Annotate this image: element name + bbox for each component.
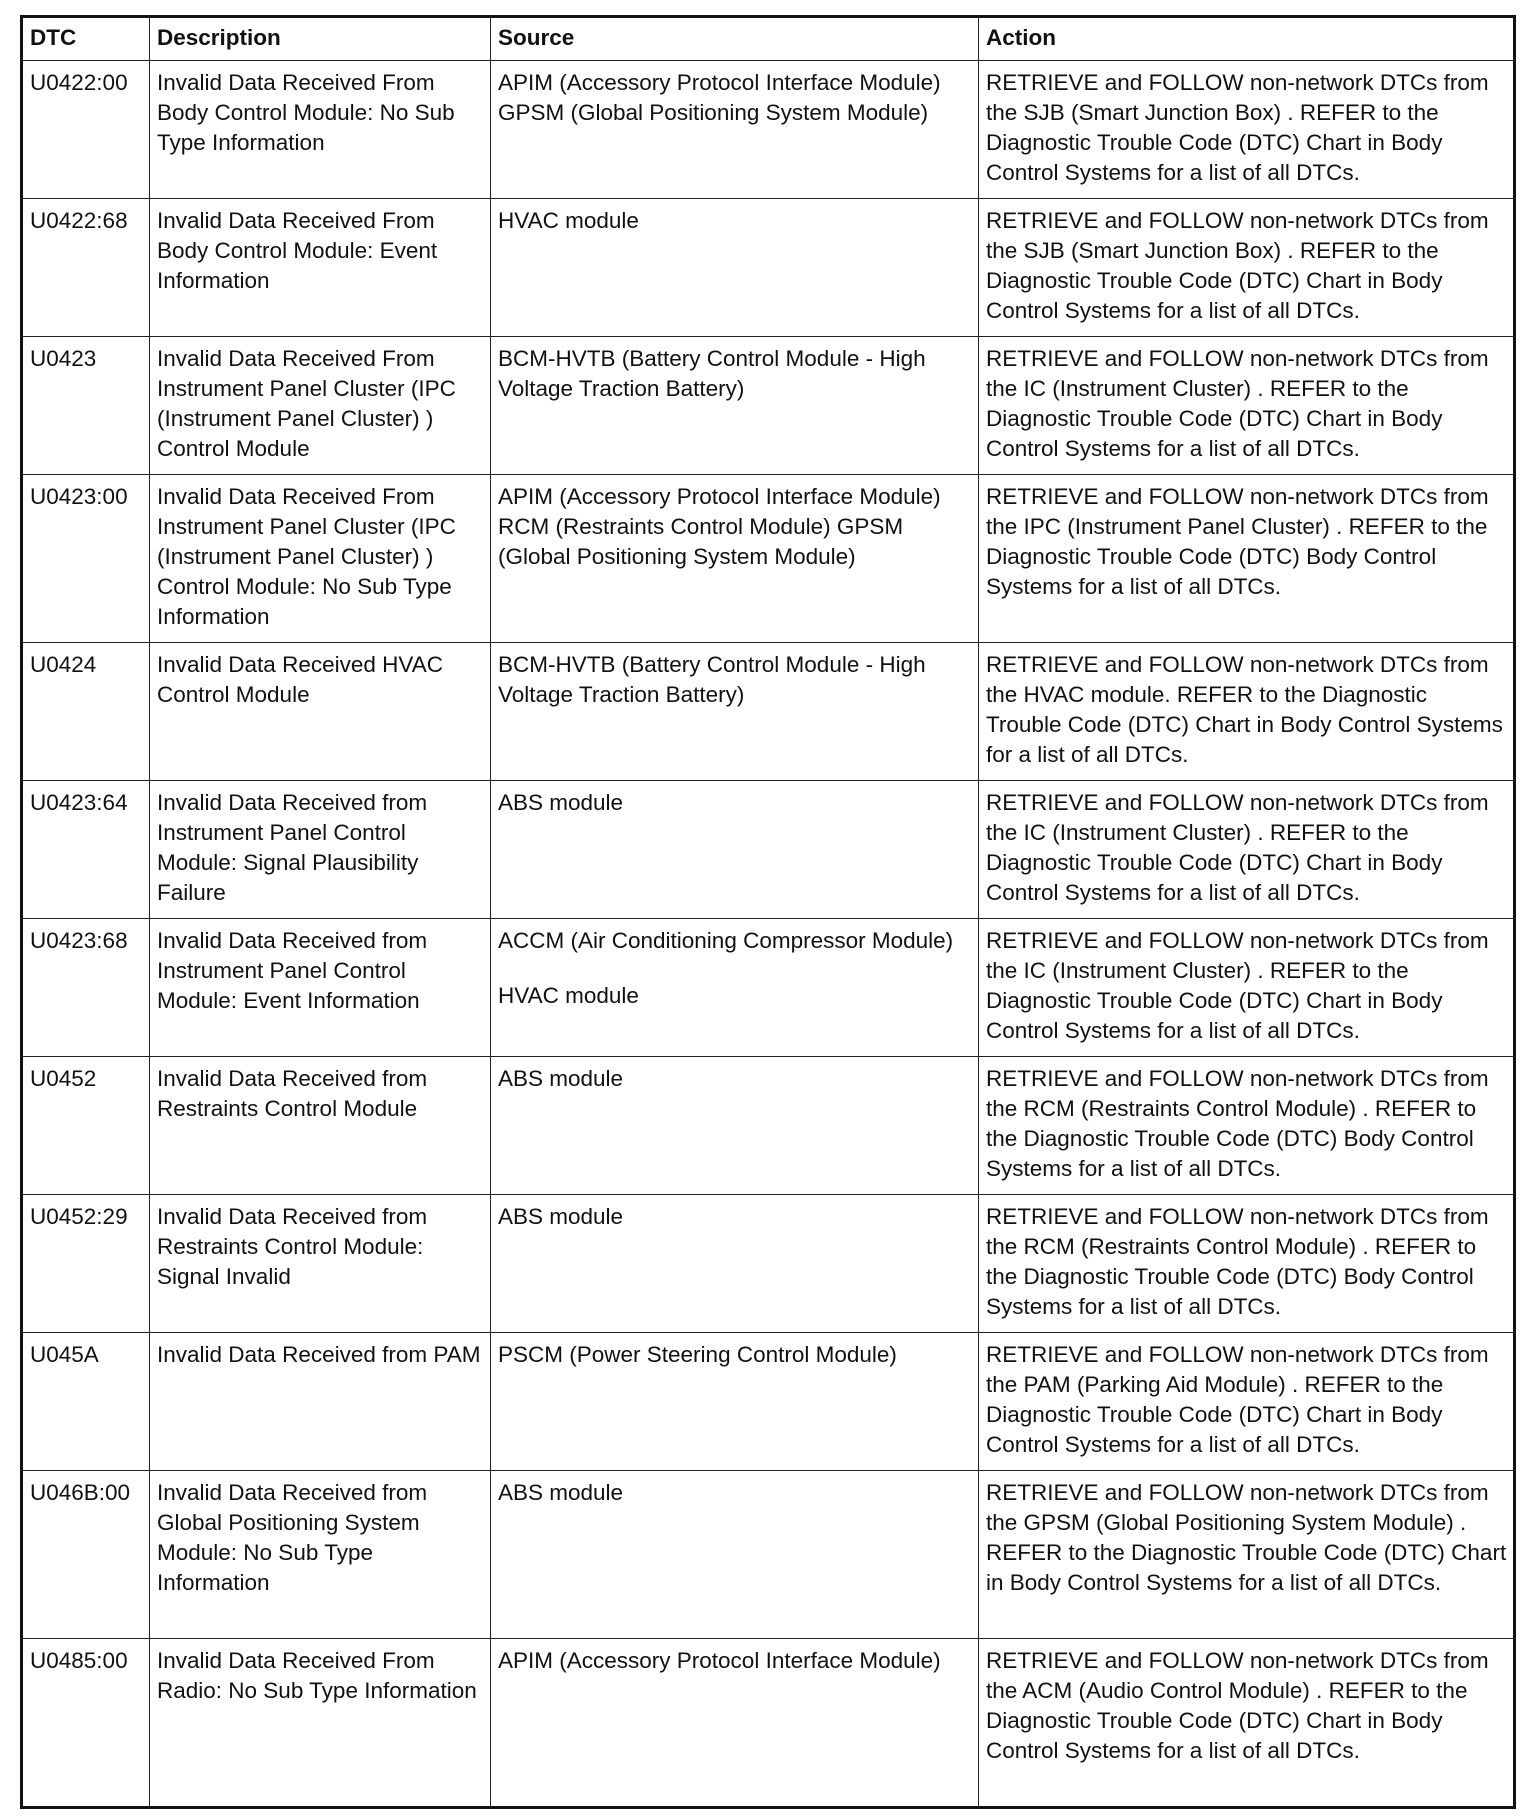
source-line: PSCM (Power Steering Control Module) (498, 1342, 897, 1367)
dtc-code: U0422:00 (22, 61, 150, 199)
dtc-code: U0422:68 (22, 199, 150, 337)
dtc-action: RETRIEVE and FOLLOW non-network DTCs from the HVAC module. REFER to the Diagnostic Trouble Code (DTC) Chart in Body Control Systems for a list of all DTCs. (979, 643, 1515, 781)
source-line: APIM (Accessory Protocol Interface Module) GPSM (Global Positioning System Module) (498, 70, 941, 125)
dtc-description: Invalid Data Received from PAM (150, 1333, 491, 1471)
header-description: Description (150, 17, 491, 61)
source-line: ABS module (498, 790, 624, 815)
dtc-action: RETRIEVE and FOLLOW non-network DTCs from the RCM (Restraints Control Module) . REFER to the Diagnostic Trouble Code (DTC) Body Control Systems for a list of all DTCs. (979, 1057, 1515, 1195)
table-row (22, 1333, 1515, 1471)
dtc-action: RETRIEVE and FOLLOW non-network DTCs from the SJB (Smart Junction Box) . REFER to the Diagnostic Trouble Code (DTC) Chart in Body Control Systems for a list of all DTCs. (979, 199, 1515, 337)
table-row (22, 475, 1515, 643)
source-line: HVAC module (498, 208, 639, 233)
dtc-action: RETRIEVE and FOLLOW non-network DTCs from the RCM (Restraints Control Module) . REFER to the Diagnostic Trouble Code (DTC) Body Control Systems for a list of all DTCs. (979, 1195, 1515, 1333)
dtc-description: Invalid Data Received from Instrument Panel Control Module: Signal Plausibility Failure (150, 781, 491, 919)
dtc-description: Invalid Data Received From Instrument Panel Cluster (IPC (Instrument Panel Cluster) ) Control Module: No Sub Type Information (150, 475, 491, 643)
table-row (22, 1195, 1515, 1333)
header-dtc: DTC (22, 17, 150, 61)
source-line: BCM-HVTB (Battery Control Module - High Voltage Traction Battery) (498, 652, 926, 707)
dtc-source (491, 1195, 979, 1333)
source-line: ACCM (Air Conditioning Compressor Module) (498, 928, 954, 953)
dtc-code: U046B:00 (22, 1471, 150, 1639)
dtc-description: Invalid Data Received from Global Positioning System Module: No Sub Type Information (150, 1471, 491, 1639)
source-line: ABS module (498, 1066, 624, 1091)
dtc-action: RETRIEVE and FOLLOW non-network DTCs from the GPSM (Global Positioning System Module) . REFER to the Diagnostic Trouble Code (DTC) Chart in Body Control Systems for a list of all DTCs. (979, 1471, 1515, 1639)
dtc-source (491, 1057, 979, 1195)
table-row (22, 199, 1515, 337)
table-row (22, 1639, 1515, 1808)
dtc-code: U0452 (22, 1057, 150, 1195)
dtc-description: Invalid Data Received From Radio: No Sub Type Information (150, 1639, 491, 1808)
dtc-action: RETRIEVE and FOLLOW non-network DTCs from the IPC (Instrument Panel Cluster) . REFER to the Diagnostic Trouble Code (DTC) Body Control Systems for a list of all DTCs. (979, 475, 1515, 643)
dtc-description: Invalid Data Received From Body Control Module: No Sub Type Information (150, 61, 491, 199)
dtc-source (491, 781, 979, 919)
source-line: APIM (Accessory Protocol Interface Module) (498, 1648, 941, 1673)
dtc-description: Invalid Data Received from Restraints Control Module: Signal Invalid (150, 1195, 491, 1333)
dtc-action: RETRIEVE and FOLLOW non-network DTCs from the PAM (Parking Aid Module) . REFER to the Diagnostic Trouble Code (DTC) Chart in Body Control Systems for a list of all DTCs. (979, 1333, 1515, 1471)
dtc-action: RETRIEVE and FOLLOW non-network DTCs from the IC (Instrument Cluster) . REFER to the Diagnostic Trouble Code (DTC) Chart in Body Control Systems for a list of all DTCs. (979, 919, 1515, 1057)
dtc-action: RETRIEVE and FOLLOW non-network DTCs from the IC (Instrument Cluster) . REFER to the Diagnostic Trouble Code (DTC) Chart in Body Control Systems for a list of all DTCs. (979, 781, 1515, 919)
dtc-description: Invalid Data Received From Instrument Panel Cluster (IPC (Instrument Panel Cluster) ) Control Module (150, 337, 491, 475)
table-row (22, 1471, 1515, 1639)
table-row (22, 1057, 1515, 1195)
table-row (22, 919, 1515, 1057)
dtc-code: U0424 (22, 643, 150, 781)
dtc-source (491, 199, 979, 337)
header-action: Action (979, 17, 1515, 61)
dtc-description: Invalid Data Received from Instrument Panel Control Module: Event Information (150, 919, 491, 1057)
dtc-action: RETRIEVE and FOLLOW non-network DTCs from the SJB (Smart Junction Box) . REFER to the Diagnostic Trouble Code (DTC) Chart in Body Control Systems for a list of all DTCs. (979, 61, 1515, 199)
dtc-source (491, 475, 979, 643)
dtc-source (491, 337, 979, 475)
dtc-source (491, 643, 979, 781)
source-line: APIM (Accessory Protocol Interface Module) RCM (Restraints Control Module) GPSM (Global Positioning System Module) (498, 484, 941, 569)
dtc-table (20, 15, 1516, 1809)
dtc-source (491, 919, 979, 1057)
dtc-source (491, 61, 979, 199)
source-line: BCM-HVTB (Battery Control Module - High Voltage Traction Battery) (498, 346, 926, 401)
table-row (22, 643, 1515, 781)
dtc-description: Invalid Data Received from Restraints Control Module (150, 1057, 491, 1195)
dtc-action: RETRIEVE and FOLLOW non-network DTCs from the ACM (Audio Control Module) . REFER to the Diagnostic Trouble Code (DTC) Chart in Body Control Systems for a list of all DTCs. (979, 1639, 1515, 1808)
dtc-code: U0485:00 (22, 1639, 150, 1808)
dtc-code: U0423:68 (22, 919, 150, 1057)
dtc-code: U0423:00 (22, 475, 150, 643)
dtc-source (491, 1639, 979, 1808)
source-line: HVAC module (498, 983, 639, 1008)
dtc-code: U0452:29 (22, 1195, 150, 1333)
dtc-action: RETRIEVE and FOLLOW non-network DTCs from the IC (Instrument Cluster) . REFER to the Diagnostic Trouble Code (DTC) Chart in Body Control Systems for a list of all DTCs. (979, 337, 1515, 475)
table-row (22, 337, 1515, 475)
dtc-code: U045A (22, 1333, 150, 1471)
dtc-description: Invalid Data Received From Body Control Module: Event Information (150, 199, 491, 337)
header-row (22, 17, 1515, 61)
header-source: Source (491, 17, 979, 61)
source-line: ABS module (498, 1480, 624, 1505)
dtc-source (491, 1471, 979, 1639)
dtc-description: Invalid Data Received HVAC Control Module (150, 643, 491, 781)
dtc-source (491, 1333, 979, 1471)
table-row (22, 61, 1515, 199)
source-line: ABS module (498, 1204, 624, 1229)
dtc-code: U0423:64 (22, 781, 150, 919)
table-row (22, 781, 1515, 919)
dtc-code: U0423 (22, 337, 150, 475)
